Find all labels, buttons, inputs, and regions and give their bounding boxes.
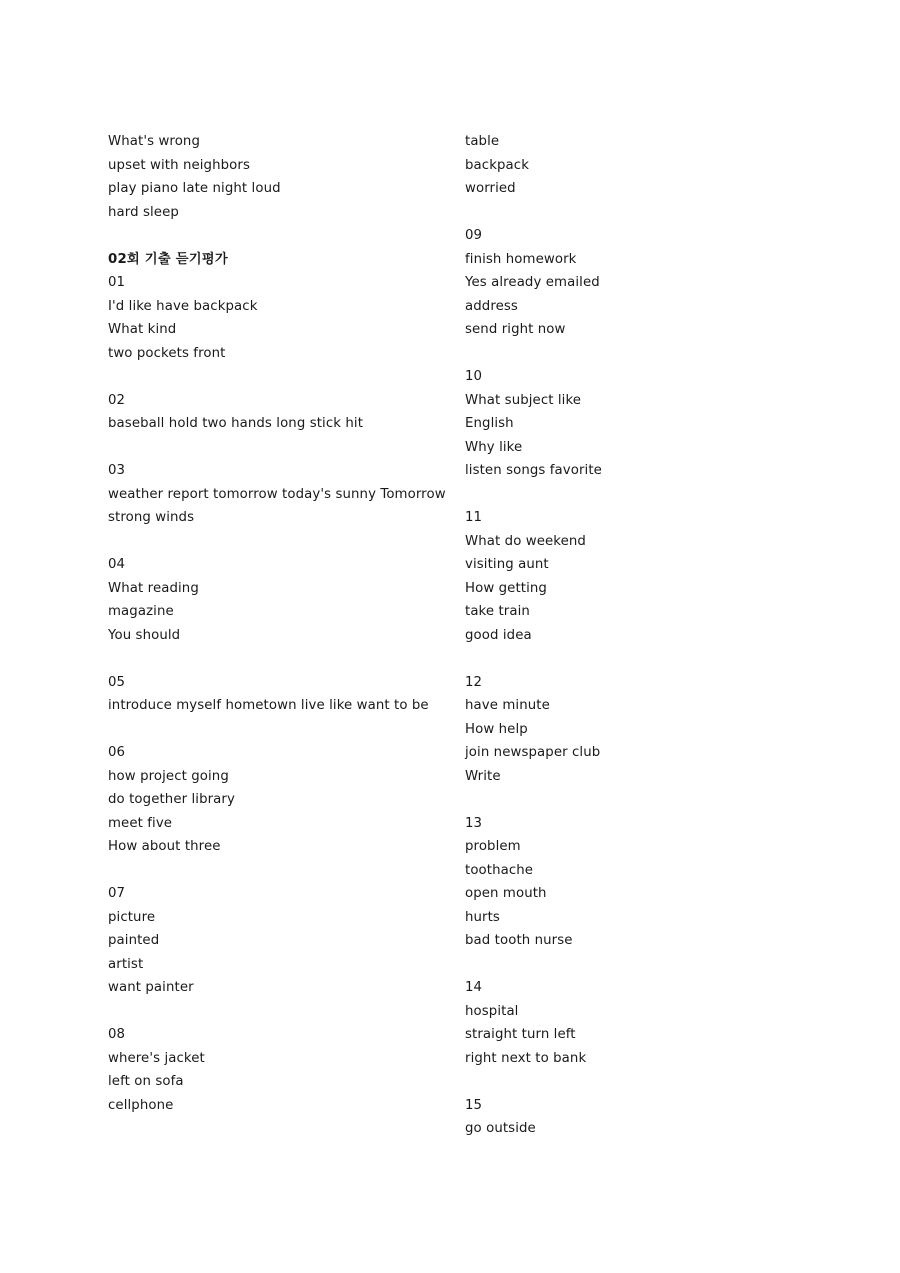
note-line: Why like — [465, 439, 523, 455]
block-spacer — [465, 1070, 822, 1094]
note-line: left on sofa — [108, 1074, 184, 1089]
two-column-layout — [108, 130, 830, 1141]
note-line: two pockets front — [108, 345, 226, 361]
block-spacer — [108, 365, 465, 389]
note-line: bad tooth nurse — [465, 933, 573, 948]
item-number: 06 — [108, 745, 126, 760]
item-number: 03 — [108, 463, 126, 478]
note-line: Write — [465, 768, 501, 784]
note-line: magazine — [108, 604, 174, 619]
block-spacer — [108, 718, 465, 742]
note-line: painted — [108, 933, 160, 948]
note-line: hard sleep — [108, 204, 179, 220]
note-line: send right now — [465, 322, 566, 337]
note-line: Yes already emailed — [465, 275, 600, 290]
note-line: how project going — [108, 768, 229, 784]
note-line: hurts — [465, 909, 500, 925]
left-column — [108, 130, 465, 1117]
note-line: hospital — [465, 1003, 519, 1019]
note-line: artist — [108, 956, 144, 972]
note-line: do together library — [108, 792, 235, 807]
note-line: strong winds — [108, 510, 195, 525]
section-heading: 02회 기출 듣기평가 — [108, 251, 228, 267]
item-number: 15 — [465, 1097, 483, 1113]
note-line: English — [465, 416, 514, 431]
note-line: You should — [108, 627, 181, 643]
note-line: How help — [465, 721, 528, 737]
note-line: What's wrong — [108, 134, 200, 149]
note-line: What subject like — [465, 392, 582, 408]
note-line: weather report tomorrow today's sunny Tomorrow — [108, 486, 446, 502]
item-number: 05 — [108, 674, 126, 690]
item-number: 10 — [465, 369, 483, 384]
block-spacer — [465, 483, 822, 507]
block-spacer — [108, 224, 465, 248]
note-line: baseball hold two hands long stick hit — [108, 416, 364, 431]
note-line: play piano late night loud — [108, 181, 281, 196]
item-number: 07 — [108, 886, 126, 901]
note-line: table — [465, 134, 500, 149]
note-line: cellphone — [108, 1097, 174, 1113]
note-line: upset with neighbors — [108, 157, 250, 173]
block-spacer — [108, 859, 465, 883]
right-column — [465, 130, 822, 1141]
item-number: 04 — [108, 557, 126, 572]
block-spacer — [465, 788, 822, 812]
note-line: backpack — [465, 157, 529, 173]
block-spacer — [108, 436, 465, 460]
block-spacer — [108, 530, 465, 554]
note-line: join newspaper club — [465, 745, 601, 760]
item-number: 02 — [108, 392, 126, 408]
block-spacer — [108, 647, 465, 671]
note-line: toothache — [465, 862, 534, 878]
note-line: visiting aunt — [465, 557, 549, 572]
note-line: want painter — [108, 980, 194, 995]
block-spacer — [465, 342, 822, 366]
note-line: open mouth — [465, 886, 547, 901]
note-line: go outside — [465, 1121, 536, 1136]
note-line: finish homework — [465, 251, 577, 267]
note-line: worried — [465, 181, 516, 196]
note-line: have minute — [465, 698, 550, 713]
item-number: 08 — [108, 1027, 126, 1042]
block-spacer — [465, 201, 822, 225]
note-line: How about three — [108, 839, 221, 854]
item-number: 09 — [465, 228, 483, 243]
block-spacer — [465, 953, 822, 977]
note-line: where's jacket — [108, 1050, 205, 1066]
note-line: listen songs favorite — [465, 463, 602, 478]
item-number: 01 — [108, 275, 126, 290]
note-line: take train — [465, 604, 530, 619]
note-line: introduce myself hometown live like want to be — [108, 698, 429, 713]
note-line: meet five — [108, 815, 173, 831]
note-line: What kind — [108, 322, 177, 337]
item-number: 11 — [465, 510, 483, 525]
item-number: 14 — [465, 980, 483, 995]
note-line: good idea — [465, 627, 532, 643]
note-line: problem — [465, 839, 521, 854]
note-line: straight turn left — [465, 1027, 576, 1042]
note-line: How getting — [465, 580, 547, 596]
note-line: What reading — [108, 580, 199, 596]
note-line: What do weekend — [465, 533, 586, 549]
item-number: 13 — [465, 815, 483, 831]
block-spacer — [108, 1000, 465, 1024]
block-spacer — [465, 647, 822, 671]
note-line: right next to bank — [465, 1050, 587, 1066]
note-line: picture — [108, 909, 156, 925]
note-line: I'd like have backpack — [108, 298, 258, 314]
note-line: address — [465, 298, 518, 314]
item-number: 12 — [465, 674, 483, 690]
